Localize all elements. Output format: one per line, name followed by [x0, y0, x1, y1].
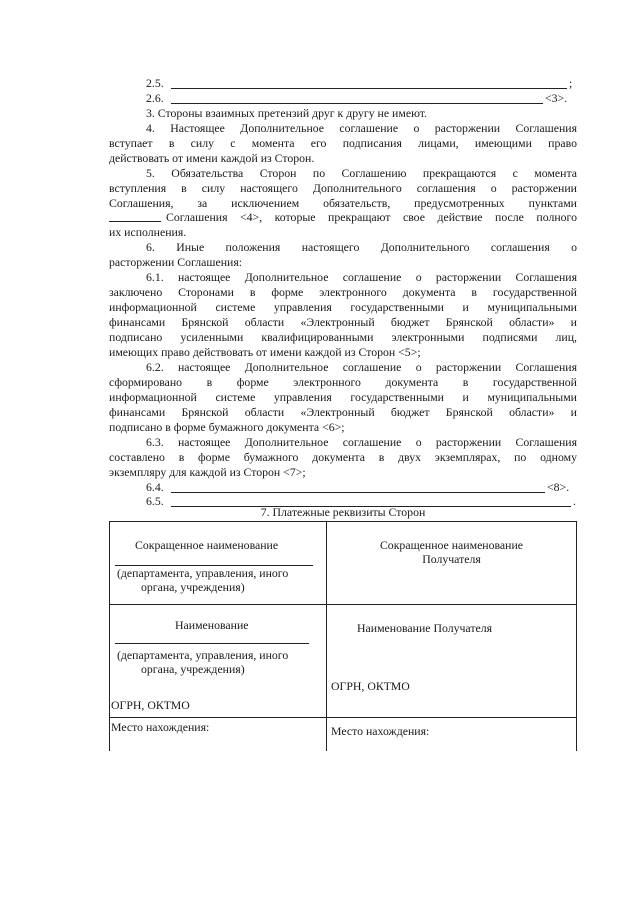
clause-6-2-line: информационной системе управления государственными и муниципальными [109, 390, 577, 404]
table-row-divider [109, 717, 577, 718]
table-top-border [109, 521, 577, 522]
left-name-hint: органа, учреждения) [141, 662, 245, 676]
clause-6-3-line: 6.3. настоящее Дополнительное соглашение о расторжении Соглашения [146, 435, 577, 449]
clause-2-5-end: ; [569, 76, 573, 90]
clause-6-1-line: финансами Брянской области «Электронный бюджет Брянской области» и [109, 315, 577, 329]
clause-4-line: 4. Настоящее Дополнительное соглашение о расторжении Соглашения [146, 121, 577, 135]
left-short-name-hint: (департамента, управления, иного [117, 566, 289, 580]
clause-6-4-blank [171, 492, 545, 493]
clause-6-line: расторжении Соглашения: [109, 255, 243, 269]
clause-6-2-line: финансами Брянской области «Электронный бюджет Брянской области» и [109, 405, 577, 419]
table-row-divider [109, 604, 577, 605]
section-7-title: 7. Платежные реквизиты Сторон [260, 505, 426, 519]
clause-6-4-number: 6.4. [146, 480, 164, 494]
clause-6-1-line: информационной системе управления государственными и муниципальными [109, 300, 577, 314]
clause-6-2-line: сформировано в форме электронного документа в государственной [109, 375, 577, 389]
clause-6-1-line: заключено Сторонами в форме электронного документа в государственной [109, 285, 577, 299]
clause-6-1-line: 6.1. настоящее Дополнительное соглашение о расторжении Соглашения [146, 270, 577, 284]
clause-5-line: Соглашения, за исключением обязательств, предусмотренных пунктами [109, 196, 577, 210]
clause-5-blank [109, 221, 161, 222]
clause-6-5-end: . [573, 494, 576, 508]
right-location-label: Место нахождения: [331, 724, 430, 738]
clause-5-line: вступления в силу настоящего Дополнительного соглашения о расторжении [109, 181, 577, 195]
clause-6-1-line: имеющих право действовать от имени каждой из Сторон <5>; [109, 345, 421, 359]
left-name-hint: (департамента, управления, иного [117, 648, 289, 662]
right-short-name-label: Получателя [422, 552, 481, 566]
clause-3: 3. Стороны взаимных претензий друг к другу не имеют. [146, 106, 427, 120]
left-short-name-hint: органа, учреждения) [141, 580, 245, 594]
right-ogrn-oktmo: ОГРН, ОКТМО [331, 679, 410, 693]
clause-2-5-number: 2.5. [146, 76, 164, 90]
clause-6-3-line: составлено в форме бумажного документа в двух экземплярах, по одному [109, 450, 577, 464]
clause-6-2-line: подписано в форме бумажного документа <6>; [109, 420, 345, 434]
right-name-label: Наименование Получателя [357, 621, 493, 635]
clause-6-2-line: 6.2. настоящее Дополнительное соглашение о расторжении Соглашения [146, 360, 577, 374]
payment-details-table [109, 521, 577, 751]
clause-2-6-number: 2.6. [146, 91, 164, 105]
clause-6-3-line: экземпляру для каждой из Сторон <7>; [109, 465, 306, 479]
clause-4-line: действовать от имени каждой из Сторон. [109, 151, 315, 165]
clause-6-line: 6. Иные положения настоящего Дополнительного соглашения о [146, 240, 577, 254]
left-location-label: Место нахождения: [111, 720, 210, 734]
clause-2-6-blank [171, 103, 543, 104]
clause-5-line: 5. Обязательства Сторон по Соглашению прекращаются с момента [146, 166, 577, 180]
clause-5-line: их исполнения. [109, 225, 187, 239]
clause-6-5-number: 6.5. [146, 494, 164, 508]
left-ogrn-oktmo: ОГРН, ОКТМО [111, 698, 190, 712]
left-name-blank [115, 643, 309, 644]
clause-5-line: Соглашения <4>, которые прекращают свое действие после полного [166, 210, 577, 224]
right-short-name-label: Сокращенное наименование [379, 538, 524, 552]
clause-6-4-end: <8>. [547, 480, 570, 494]
left-name-label: Наименование [175, 618, 249, 632]
clause-4-line: вступает в силу с момента его подписания лицами, имеющими право [109, 136, 577, 150]
clause-2-5-blank [171, 88, 567, 89]
left-short-name-label: Сокращенное наименование [135, 538, 279, 552]
clause-6-1-line: подписано усиленными квалифицированными электронными подписями лиц, [109, 330, 577, 344]
clause-2-6-end: <3>. [545, 91, 568, 105]
